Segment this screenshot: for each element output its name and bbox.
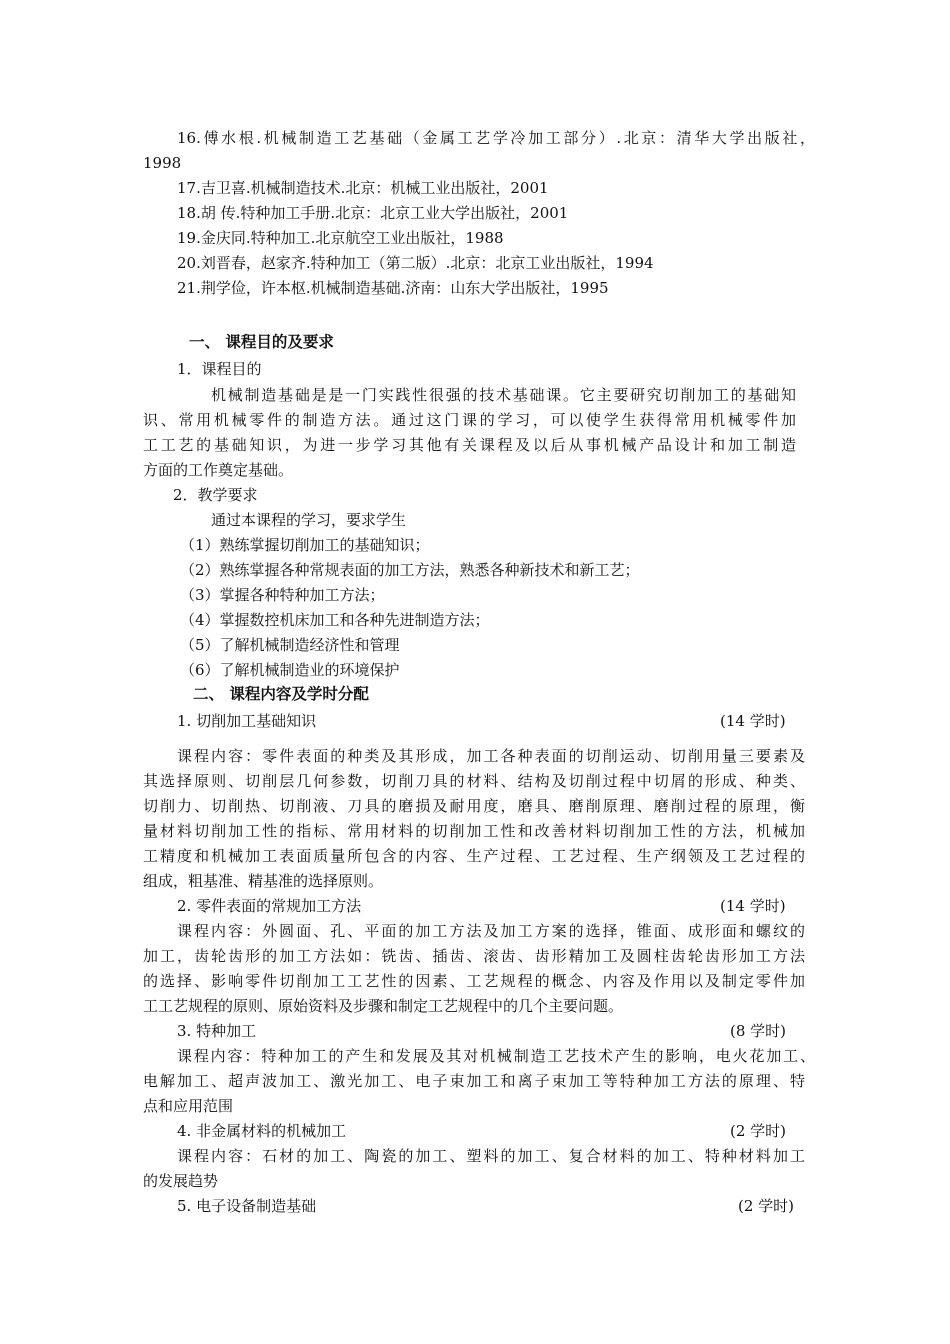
topic-title: 4. 非金属材料的机械加工 — [177, 1122, 347, 1140]
requirement-item: （5）了解机械制造经济性和管理 — [180, 636, 400, 654]
reference-16: 16.傅水根.机械制造工艺基础（金属工艺学冷加工部分）.北京：清华大学出版社， — [177, 129, 815, 147]
requirement-item: （1）熟练掌握切削加工的基础知识； — [180, 536, 430, 554]
topic-hours: (8 学时) — [730, 1022, 787, 1040]
section-1-heading: 一、 课程目的及要求 — [189, 333, 334, 351]
reference-20: 20.刘晋春，赵家齐.特种加工（第二版）.北京：北京工业出版社，1994 — [177, 254, 654, 272]
purpose-line: 方面的工作奠定基础。 — [143, 461, 294, 479]
topic-hours: (2 学时) — [730, 1122, 787, 1140]
topic-content-line: 工精度和机械加工表面质量所包含的内容、生产过程、工艺过程、生产纲领及工艺过程的 — [143, 847, 805, 865]
topic-content-line: 课程内容：零件表面的种类及其形成，加工各种表面的切削运动、切削用量三要素及 — [177, 747, 805, 765]
topic-content-line: 量材料切削加工性的指标、常用材料的切削加工性和改善材料切削加工性的方法，机械加 — [143, 822, 805, 840]
requirements-intro: 通过本课程的学习，要求学生 — [211, 511, 407, 529]
requirement-item: （2）熟练掌握各种常规表面的加工方法，熟悉各种新技术和新工艺； — [180, 561, 640, 579]
topic-content-line: 组成，粗基准、精基准的选择原则。 — [143, 872, 384, 890]
topic-title: 3. 特种加工 — [177, 1022, 257, 1040]
reference-18: 18.胡 传.特种加工手册.北京：北京工业大学出版社，2001 — [177, 204, 569, 222]
topic-hours: (2 学时) — [738, 1197, 795, 1215]
section-2-heading: 二、 课程内容及学时分配 — [193, 685, 369, 703]
topic-content-line: 的选择、影响零件切削加工工艺性的因素、工艺规程的概念、内容及作用以及制定零件加 — [143, 972, 805, 990]
reference-21: 21.荆学俭，许本枢.机械制造基础.济南：山东大学出版社，1995 — [177, 279, 609, 297]
requirement-item: （6）了解机械制造业的环境保护 — [180, 661, 400, 679]
purpose-line: 机械制造基础是是一门实践性很强的技术基础课。它主要研究切削加工的基础知 — [211, 386, 796, 404]
topic-title: 2. 零件表面的常规加工方法 — [177, 897, 362, 915]
topic-hours: (14 学时) — [720, 897, 786, 915]
topic-content-line: 的发展趋势 — [143, 1172, 219, 1190]
topic-content-line: 其选择原则、切削层几何参数，切削刀具的材料、结构及切削过程中切屑的形成、种类、 — [143, 772, 805, 790]
reference-16-year: 1998 — [143, 154, 182, 172]
topic-title: 5. 电子设备制造基础 — [177, 1197, 317, 1215]
topic-title: 1. 切削加工基础知识 — [177, 712, 317, 730]
purpose-line: 识、常用机械零件的制造方法。通过这门课的学习，可以使学生获得常用机械零件加 — [143, 411, 796, 429]
topic-content-line: 课程内容：石材的加工、陶瓷的加工、塑料的加工、复合材料的加工、特种材料加工 — [177, 1147, 805, 1165]
topic-content-line: 电解加工、超声波加工、激光加工、电子束加工和离子束加工等特种加工方法的原理、特 — [143, 1072, 805, 1090]
requirement-item: （3）掌握各种特种加工方法； — [180, 586, 385, 604]
requirement-item: （4）掌握数控机床加工和各种先进制造方法； — [180, 611, 490, 629]
topic-content-line: 工工艺规程的原则、原始资料及步骤和制定工艺规程中的几个主要问题。 — [143, 997, 624, 1015]
topic-content-line: 切削力、切削热、切削液、刀具的磨损及耐用度，磨具、磨削原理、磨削过程的原理，衡 — [143, 797, 805, 815]
purpose-title: 1．课程目的 — [177, 360, 262, 378]
topic-content-line: 加工，齿轮齿形的加工方法如：铣齿、插齿、滚齿、齿形精加工及圆柱齿轮齿形加工方法 — [143, 947, 805, 965]
requirements-title: 2．教学要求 — [173, 486, 258, 504]
topic-content-line: 点和应用范围 — [143, 1097, 234, 1115]
purpose-line: 工工艺的基础知识，为进一步学习其他有关课程及以后从事机械产品设计和加工制造 — [143, 436, 796, 454]
topic-hours: (14 学时) — [720, 712, 786, 730]
reference-17: 17.吉卫喜.机械制造技术.北京：机械工业出版社，2001 — [177, 179, 549, 197]
topic-content-line: 课程内容：特种加工的产生和发展及其对机械制造工艺技术产生的影响，电火花加工、 — [177, 1047, 815, 1065]
topic-content-line: 课程内容：外圆面、孔、平面的加工方法及加工方案的选择，锥面、成形面和螺纹的 — [177, 922, 805, 940]
reference-19: 19.金庆同.特种加工.北京航空工业出版社，1988 — [177, 229, 504, 247]
